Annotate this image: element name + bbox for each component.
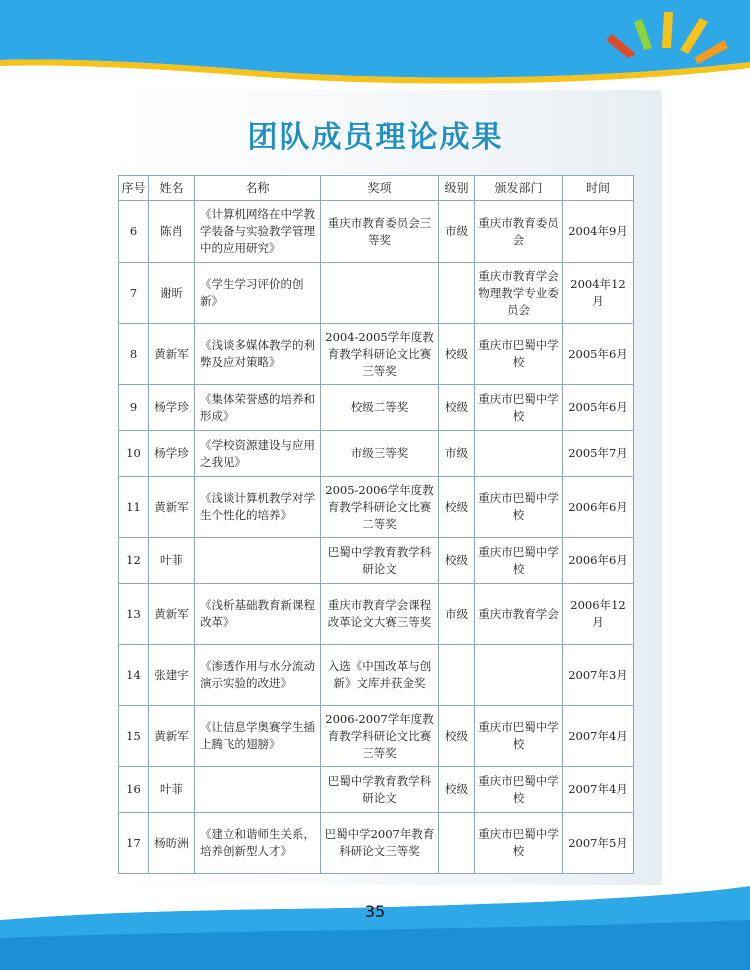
cell-index: 10 [119,431,149,477]
cell-level: 校级 [439,767,475,813]
cell-author: 黄新军 [149,584,195,645]
cell-date: 2006年6月 [563,538,634,584]
table-row [119,263,634,324]
cell-date: 2004年9月 [563,201,634,263]
cell-index: 6 [119,201,149,263]
cell-author: 黄新军 [149,706,195,767]
cell-author: 叶菲 [149,767,195,813]
cell-issuer [475,431,563,477]
cell-title: 《让信息学奥赛学生插上腾飞的翅膀》 [195,706,321,767]
cell-title: 《建立和谐师生关系，培养创新型人才》 [195,813,321,874]
cell-title: 《浅析基础教育新课程改革》 [195,584,321,645]
table-row [119,645,634,706]
cell-index: 17 [119,813,149,874]
cell-level [439,263,475,324]
cell-author: 谢昕 [149,263,195,324]
cell-level: 市级 [439,201,475,263]
top-decorative-band [0,0,750,90]
cell-author: 杨学珍 [149,385,195,431]
cell-title: 《浅谈多媒体教学的利弊及应对策略》 [195,324,321,385]
table-row [119,385,634,431]
page-number: 35 [364,902,386,921]
table-row [119,538,634,584]
table-row [119,201,634,263]
cell-level: 市级 [439,584,475,645]
table-header-row [119,176,634,201]
table-row [119,584,634,645]
cell-issuer [475,645,563,706]
cell-award: 2006-2007学年度教育教学科研论文比赛三等奖 [321,706,439,767]
cell-index: 12 [119,538,149,584]
cell-index: 15 [119,706,149,767]
table-row [119,813,634,874]
table-row [119,706,634,767]
cell-award: 2005-2006学年度教育教学科研论文比赛二等奖 [321,477,439,538]
cell-author: 张建宇 [149,645,195,706]
cell-level: 市级 [439,431,475,477]
cell-title: 《计算机网络在中学教学装备与实验教学管理中的应用研究》 [195,201,321,263]
cell-award: 巴蜀中学2007年教育科研论文三等奖 [321,813,439,874]
cell-level: 校级 [439,706,475,767]
cell-title: 《集体荣誉感的培养和形成》 [195,385,321,431]
cell-award: 巴蜀中学教育教学科研论文 [321,538,439,584]
cell-issuer: 重庆市教育委员会 [475,201,563,263]
cell-date: 2007年3月 [563,645,634,706]
cell-level: 校级 [439,324,475,385]
cell-issuer: 重庆市教育学会物理教学专业委员会 [475,263,563,324]
cell-level: 校级 [439,385,475,431]
cell-award: 重庆市教育委员会三等奖 [321,201,439,263]
table-row [119,767,634,813]
cell-level: 校级 [439,538,475,584]
cell-index: 9 [119,385,149,431]
header-date: 时间 [563,176,634,201]
cell-title: 《渗透作用与水分流动演示实验的改进》 [195,645,321,706]
cell-date: 2005年6月 [563,385,634,431]
cell-issuer: 重庆市巴蜀中学校 [475,706,563,767]
table-row [119,477,634,538]
header-index: 序号 [119,176,149,201]
cell-title [195,767,321,813]
cell-award: 市级三等奖 [321,431,439,477]
cell-index: 11 [119,477,149,538]
results-table [118,175,634,874]
cell-title: 《浅谈计算机教学对学生个性化的培养》 [195,477,321,538]
cell-author: 黄新军 [149,324,195,385]
header-issuer: 颁发部门 [475,176,563,201]
cell-date: 2005年7月 [563,431,634,477]
header-author: 姓名 [149,176,195,201]
cell-index: 7 [119,263,149,324]
cell-author: 叶菲 [149,538,195,584]
cell-title: 《学校资源建设与应用之我见》 [195,431,321,477]
cell-date: 2006年6月 [563,477,634,538]
cell-index: 14 [119,645,149,706]
cell-award [321,263,439,324]
cell-author: 陈肖 [149,201,195,263]
cell-level: 校级 [439,477,475,538]
cell-issuer: 重庆市巴蜀中学校 [475,385,563,431]
cell-award: 校级二等奖 [321,385,439,431]
cell-issuer: 重庆市巴蜀中学校 [475,813,563,874]
header-title: 名称 [195,176,321,201]
cell-issuer: 重庆市教育学会 [475,584,563,645]
page-title: 团队成员理论成果 [247,120,504,155]
cell-index: 8 [119,324,149,385]
header-award: 奖项 [321,176,439,201]
cell-date: 2007年4月 [563,767,634,813]
cell-issuer: 重庆市巴蜀中学校 [475,324,563,385]
cell-author: 黄新军 [149,477,195,538]
table-row [119,431,634,477]
cell-title [195,538,321,584]
header-level: 级别 [439,176,475,201]
cell-index: 16 [119,767,149,813]
cell-award: 巴蜀中学教育教学科研论文 [321,767,439,813]
cell-level [439,813,475,874]
cell-index: 13 [119,584,149,645]
cell-award: 入选《中国改革与创新》文库并获金奖 [321,645,439,706]
cell-date: 2004年12月 [563,263,634,324]
cell-title: 《学生学习评价的创新》 [195,263,321,324]
cell-award: 2004-2005学年度教育教学科研论文比赛三等奖 [321,324,439,385]
cell-issuer: 重庆市巴蜀中学校 [475,767,563,813]
cell-date: 2007年4月 [563,706,634,767]
cell-date: 2006年12月 [563,584,634,645]
cell-date: 2005年6月 [563,324,634,385]
cell-level [439,645,475,706]
cell-issuer: 重庆市巴蜀中学校 [475,538,563,584]
cell-date: 2007年5月 [563,813,634,874]
cell-issuer: 重庆市巴蜀中学校 [475,477,563,538]
table-row [119,324,634,385]
cell-award: 重庆市教育学会课程改革论文大赛三等奖 [321,584,439,645]
cell-author: 杨学珍 [149,431,195,477]
bottom-decorative-band [0,880,750,970]
cell-author: 杨昉洲 [149,813,195,874]
